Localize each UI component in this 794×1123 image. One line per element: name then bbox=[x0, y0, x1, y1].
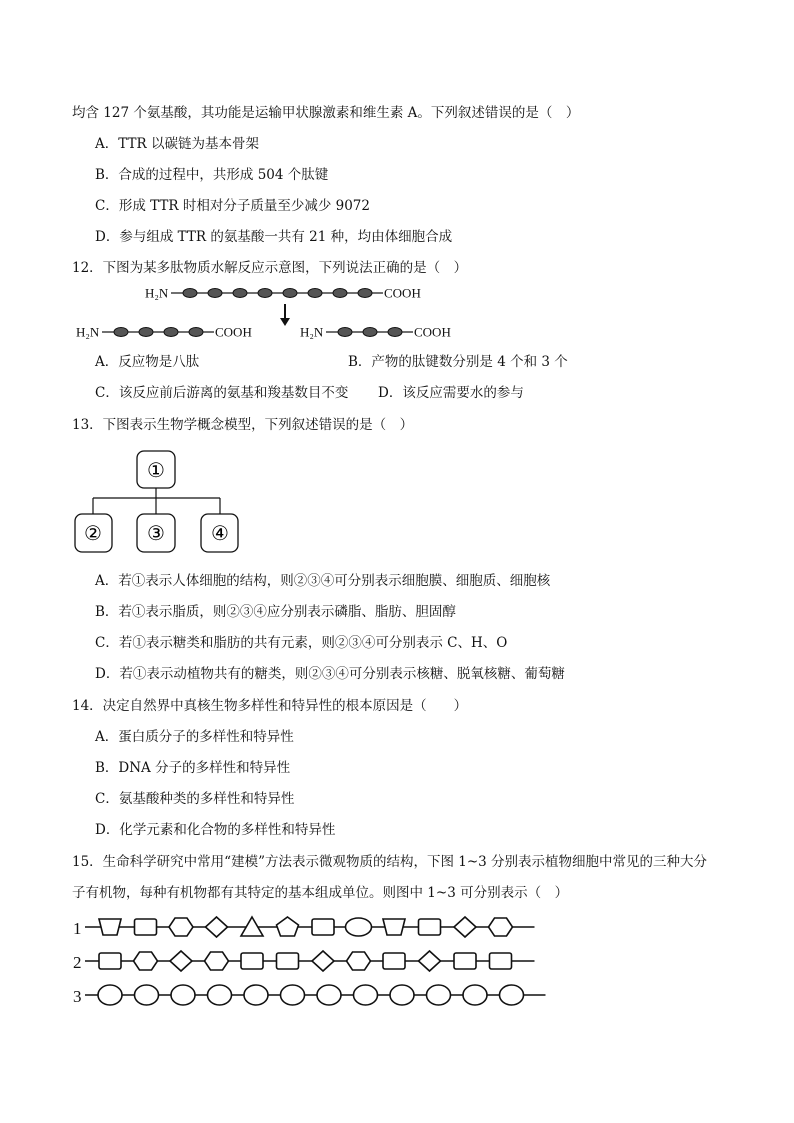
monomer-circle bbox=[317, 985, 341, 1005]
q13-concept-diagram bbox=[70, 448, 270, 568]
carboxyl-terminus-label: COOH bbox=[414, 324, 451, 340]
monomer-rect bbox=[241, 953, 263, 969]
q14-option-b[interactable]: B．DNA 分子的多样性和特异性 bbox=[95, 760, 291, 776]
monomer-rect bbox=[383, 953, 405, 969]
q15-stem-line2: 子有机物，每种有机物都有其特定的基本组成单位。则图中 1~3 可分别表示（ ） bbox=[72, 885, 569, 901]
amino-acid-unit bbox=[139, 328, 153, 337]
amino-acid-unit bbox=[308, 289, 322, 298]
monomer-hexagon bbox=[169, 918, 193, 936]
monomer-hexagon bbox=[489, 918, 513, 936]
q14-stem: 14．决定自然界中真核生物多样性和特异性的根本原因是（ ） bbox=[72, 698, 468, 714]
q13-stem: 13．下图表示生物学概念模型，下列叙述错误的是（ ） bbox=[72, 417, 414, 433]
chain2-label: 2 bbox=[73, 953, 82, 972]
monomer-circle bbox=[427, 985, 451, 1005]
amino-terminus-label: H₂N bbox=[145, 285, 169, 301]
monomer-circle bbox=[208, 985, 232, 1005]
monomer-trapezoid bbox=[383, 919, 405, 935]
q12-option-d[interactable]: D．该反应需要水的参与 bbox=[378, 385, 524, 401]
monomer-circle bbox=[98, 985, 122, 1005]
q11-option-c[interactable]: C．形成 TTR 时相对分子质量至少减少 9072 bbox=[95, 198, 370, 214]
amino-terminus-label: H₂N bbox=[300, 324, 324, 340]
monomer-circle bbox=[463, 985, 487, 1005]
monomer-hexagon bbox=[347, 952, 371, 970]
monomer-hexagon bbox=[205, 952, 229, 970]
q14-option-d[interactable]: D．化学元素和化合物的多样性和特异性 bbox=[95, 822, 336, 838]
amino-acid-unit bbox=[114, 328, 128, 337]
q12-option-a[interactable]: A．反应物是八肽 bbox=[95, 354, 200, 370]
down-arrow-icon bbox=[280, 304, 290, 326]
monomer-circle bbox=[500, 985, 524, 1005]
monomer-rect bbox=[277, 953, 299, 969]
monomer-rect bbox=[312, 919, 334, 935]
peptide-tripeptide bbox=[300, 325, 451, 340]
monomer-diamond bbox=[312, 951, 334, 971]
amino-acid-unit bbox=[183, 289, 197, 298]
q15-macromolecule-chains bbox=[0, 910, 794, 1010]
monomer-diamond bbox=[419, 951, 441, 971]
q11-option-b[interactable]: B．合成的过程中，共形成 504 个肽键 bbox=[95, 167, 329, 183]
q15-stem-line1: 15．生命科学研究中常用“建模”方法表示微观物质的结构，下图 1~3 分别表示植物细胞中常见的三种大分 bbox=[72, 854, 708, 870]
q14-option-a[interactable]: A．蛋白质分子的多样性和特异性 bbox=[95, 729, 294, 745]
concept-node-child-2: ③ bbox=[147, 521, 165, 545]
q13-option-a[interactable]: A．若①表示人体细胞的结构，则②③④可分别表示细胞膜、细胞质、细胞核 bbox=[95, 573, 551, 589]
chain1-row bbox=[73, 917, 535, 938]
q13-option-d[interactable]: D．若①表示动植物共有的糖类，则②③④可分别表示核糖、脱氧核糖、葡萄糖 bbox=[95, 666, 565, 682]
amino-acid-unit bbox=[233, 289, 247, 298]
amino-acid-unit bbox=[283, 289, 297, 298]
amino-acid-unit bbox=[338, 328, 352, 337]
monomer-rect bbox=[99, 953, 121, 969]
carboxyl-terminus-label: COOH bbox=[384, 285, 421, 301]
monomer-diamond bbox=[454, 917, 476, 937]
monomer-hexagon bbox=[134, 952, 158, 970]
amino-acid-unit bbox=[388, 328, 402, 337]
amino-acid-unit bbox=[164, 328, 178, 337]
monomer-pentagon bbox=[277, 917, 299, 936]
amino-acid-unit bbox=[333, 289, 347, 298]
carboxyl-terminus-label: COOH bbox=[215, 324, 252, 340]
q12-stem: 12．下图为某多肽物质水解反应示意图，下列说法正确的是（ ） bbox=[72, 260, 468, 276]
chain1-label: 1 bbox=[73, 919, 82, 938]
q12-option-b[interactable]: B．产物的肽键数分别是 4 个和 3 个 bbox=[348, 354, 568, 370]
monomer-ellipse bbox=[346, 918, 372, 936]
amino-acid-unit bbox=[189, 328, 203, 337]
monomer-circle bbox=[171, 985, 195, 1005]
q14-option-c[interactable]: C．氨基酸种类的多样性和特异性 bbox=[95, 791, 295, 807]
monomer-rect bbox=[454, 953, 476, 969]
amino-acid-unit bbox=[363, 328, 377, 337]
monomer-rect bbox=[490, 953, 512, 969]
amino-terminus-label: H₂N bbox=[76, 324, 100, 340]
q11-option-d[interactable]: D．参与组成 TTR 的氨基酸一共有 21 种，均由体细胞合成 bbox=[95, 229, 453, 245]
q13-option-c[interactable]: C．若①表示糖类和脂肪的共有元素，则②③④可分别表示 C、H、O bbox=[95, 635, 508, 651]
monomer-diamond bbox=[170, 951, 192, 971]
monomer-trapezoid bbox=[99, 919, 121, 935]
concept-node-child-1: ② bbox=[84, 521, 102, 545]
amino-acid-unit bbox=[208, 289, 222, 298]
chain2-row bbox=[73, 951, 535, 972]
q13-option-b[interactable]: B．若①表示脂质，则②③④应分别表示磷脂、脂肪、胆固醇 bbox=[95, 604, 456, 620]
q11-stem: 均含 127 个氨基酸，其功能是运输甲状腺激素和维生素 A。下列叙述错误的是（ ） bbox=[72, 105, 580, 121]
concept-node-child-3: ④ bbox=[211, 521, 229, 545]
monomer-diamond bbox=[206, 917, 228, 937]
monomer-circle bbox=[354, 985, 378, 1005]
chain3-label: 3 bbox=[73, 987, 82, 1006]
chain3-row bbox=[73, 985, 546, 1006]
peptide-octapeptide bbox=[145, 286, 421, 301]
amino-acid-unit bbox=[258, 289, 272, 298]
monomer-rect bbox=[419, 919, 441, 935]
concept-node-top: ① bbox=[147, 458, 165, 482]
monomer-rect bbox=[135, 919, 157, 935]
monomer-circle bbox=[244, 985, 268, 1005]
monomer-circle bbox=[281, 985, 305, 1005]
q12-option-c[interactable]: C．该反应前后游离的氨基和羧基数目不变 bbox=[95, 385, 349, 401]
peptide-tetrapeptide bbox=[76, 325, 252, 340]
q11-option-a[interactable]: A．TTR 以碳链为基本骨架 bbox=[95, 136, 259, 152]
monomer-circle bbox=[390, 985, 414, 1005]
monomer-circle bbox=[135, 985, 159, 1005]
amino-acid-unit bbox=[358, 289, 372, 298]
